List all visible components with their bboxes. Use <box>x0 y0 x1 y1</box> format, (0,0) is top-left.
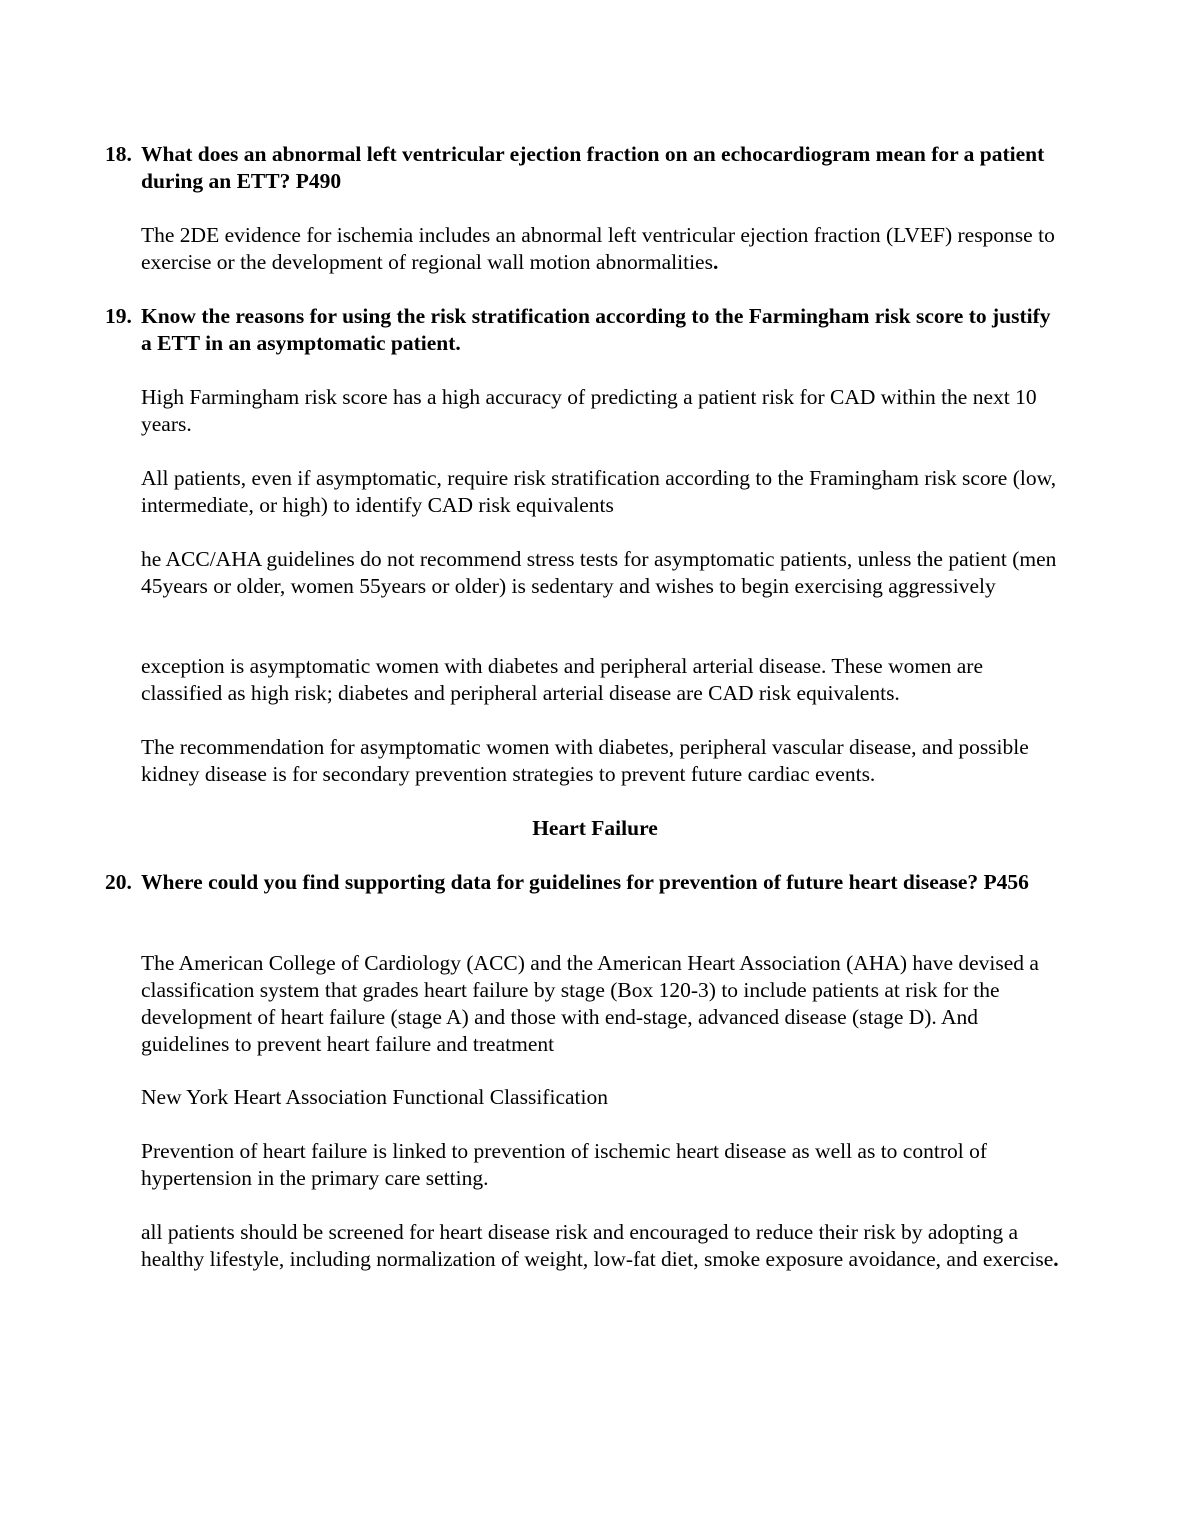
answer-paragraph: New York Heart Association Functional Classification <box>141 1085 608 1109</box>
answer-paragraph: The American College of Cardiology (ACC) and the American Heart Association (AHA) have devised a classification system that grades heart failure by stage (Box 120-3) to include patients at risk for the development of heart failure (stage A) and those with end-stage, advanced disease (stage D). And guidelines to prevent heart failure and treatment <box>141 951 1039 1056</box>
answer-paragraph <box>141 222 1066 276</box>
question-number: 19. <box>105 304 132 328</box>
answer-end-mark: . <box>1053 1247 1059 1271</box>
section-heading: Heart Failure <box>532 816 658 840</box>
answer-paragraph: exception is asymptomatic women with diabetes and peripheral arterial disease. These women are classified as high risk; diabetes and peripheral arterial disease are CAD risk equivalents. <box>141 654 983 705</box>
answer-text: The 2DE evidence for ischemia includes an abnormal left ventricular ejection fraction (LVEF) response to exercise or the development of regional wall motion abnormalities <box>141 223 1055 274</box>
answer-paragraph: All patients, even if asymptomatic, require risk stratification according to the Framingham risk score (low, intermediate, or high) to identify CAD risk equivalents <box>141 466 1057 517</box>
question-text: Where could you find supporting data for guidelines for prevention of future heart disease? P456 <box>141 870 1029 894</box>
question-text: What does an abnormal left ventricular ejection fraction on an echocardiogram mean for a patient during an ETT? P490 <box>141 142 1045 193</box>
answer-paragraph: Prevention of heart failure is linked to prevention of ischemic heart disease as well as to control of hypertension in the primary care setting. <box>141 1139 987 1190</box>
answer-text: all patients should be screened for heart disease risk and encouraged to reduce their risk by adopting a healthy lifestyle, including normalization of weight, low-fat diet, smoke exposure avoidance, and exercise <box>141 1220 1054 1271</box>
answer-paragraph: The recommendation for asymptomatic women with diabetes, peripheral vascular disease, and possible kidney disease is for secondary prevention strategies to prevent future cardiac events. <box>141 735 1029 786</box>
question-text: Know the reasons for using the risk stratification according to the Farmingham risk score to justify a ETT in an asymptomatic patient. <box>141 304 1051 355</box>
question-number: 20. <box>105 870 132 894</box>
answer-paragraph <box>141 1219 1066 1273</box>
answer-end-mark: . <box>712 250 719 274</box>
question-19 <box>105 303 1065 357</box>
question-18 <box>105 141 1065 195</box>
answer-paragraph: he ACC/AHA guidelines do not recommend stress tests for asymptomatic patients, unless the patient (men 45years or older, women 55years or older) is sedentary and wishes to begin exercising aggressively <box>141 547 1057 598</box>
question-20 <box>105 869 1065 896</box>
question-number: 18. <box>105 142 132 166</box>
answer-paragraph: High Farmingham risk score has a high accuracy of predicting a patient risk for CAD within the next 10 years. <box>141 385 1037 436</box>
